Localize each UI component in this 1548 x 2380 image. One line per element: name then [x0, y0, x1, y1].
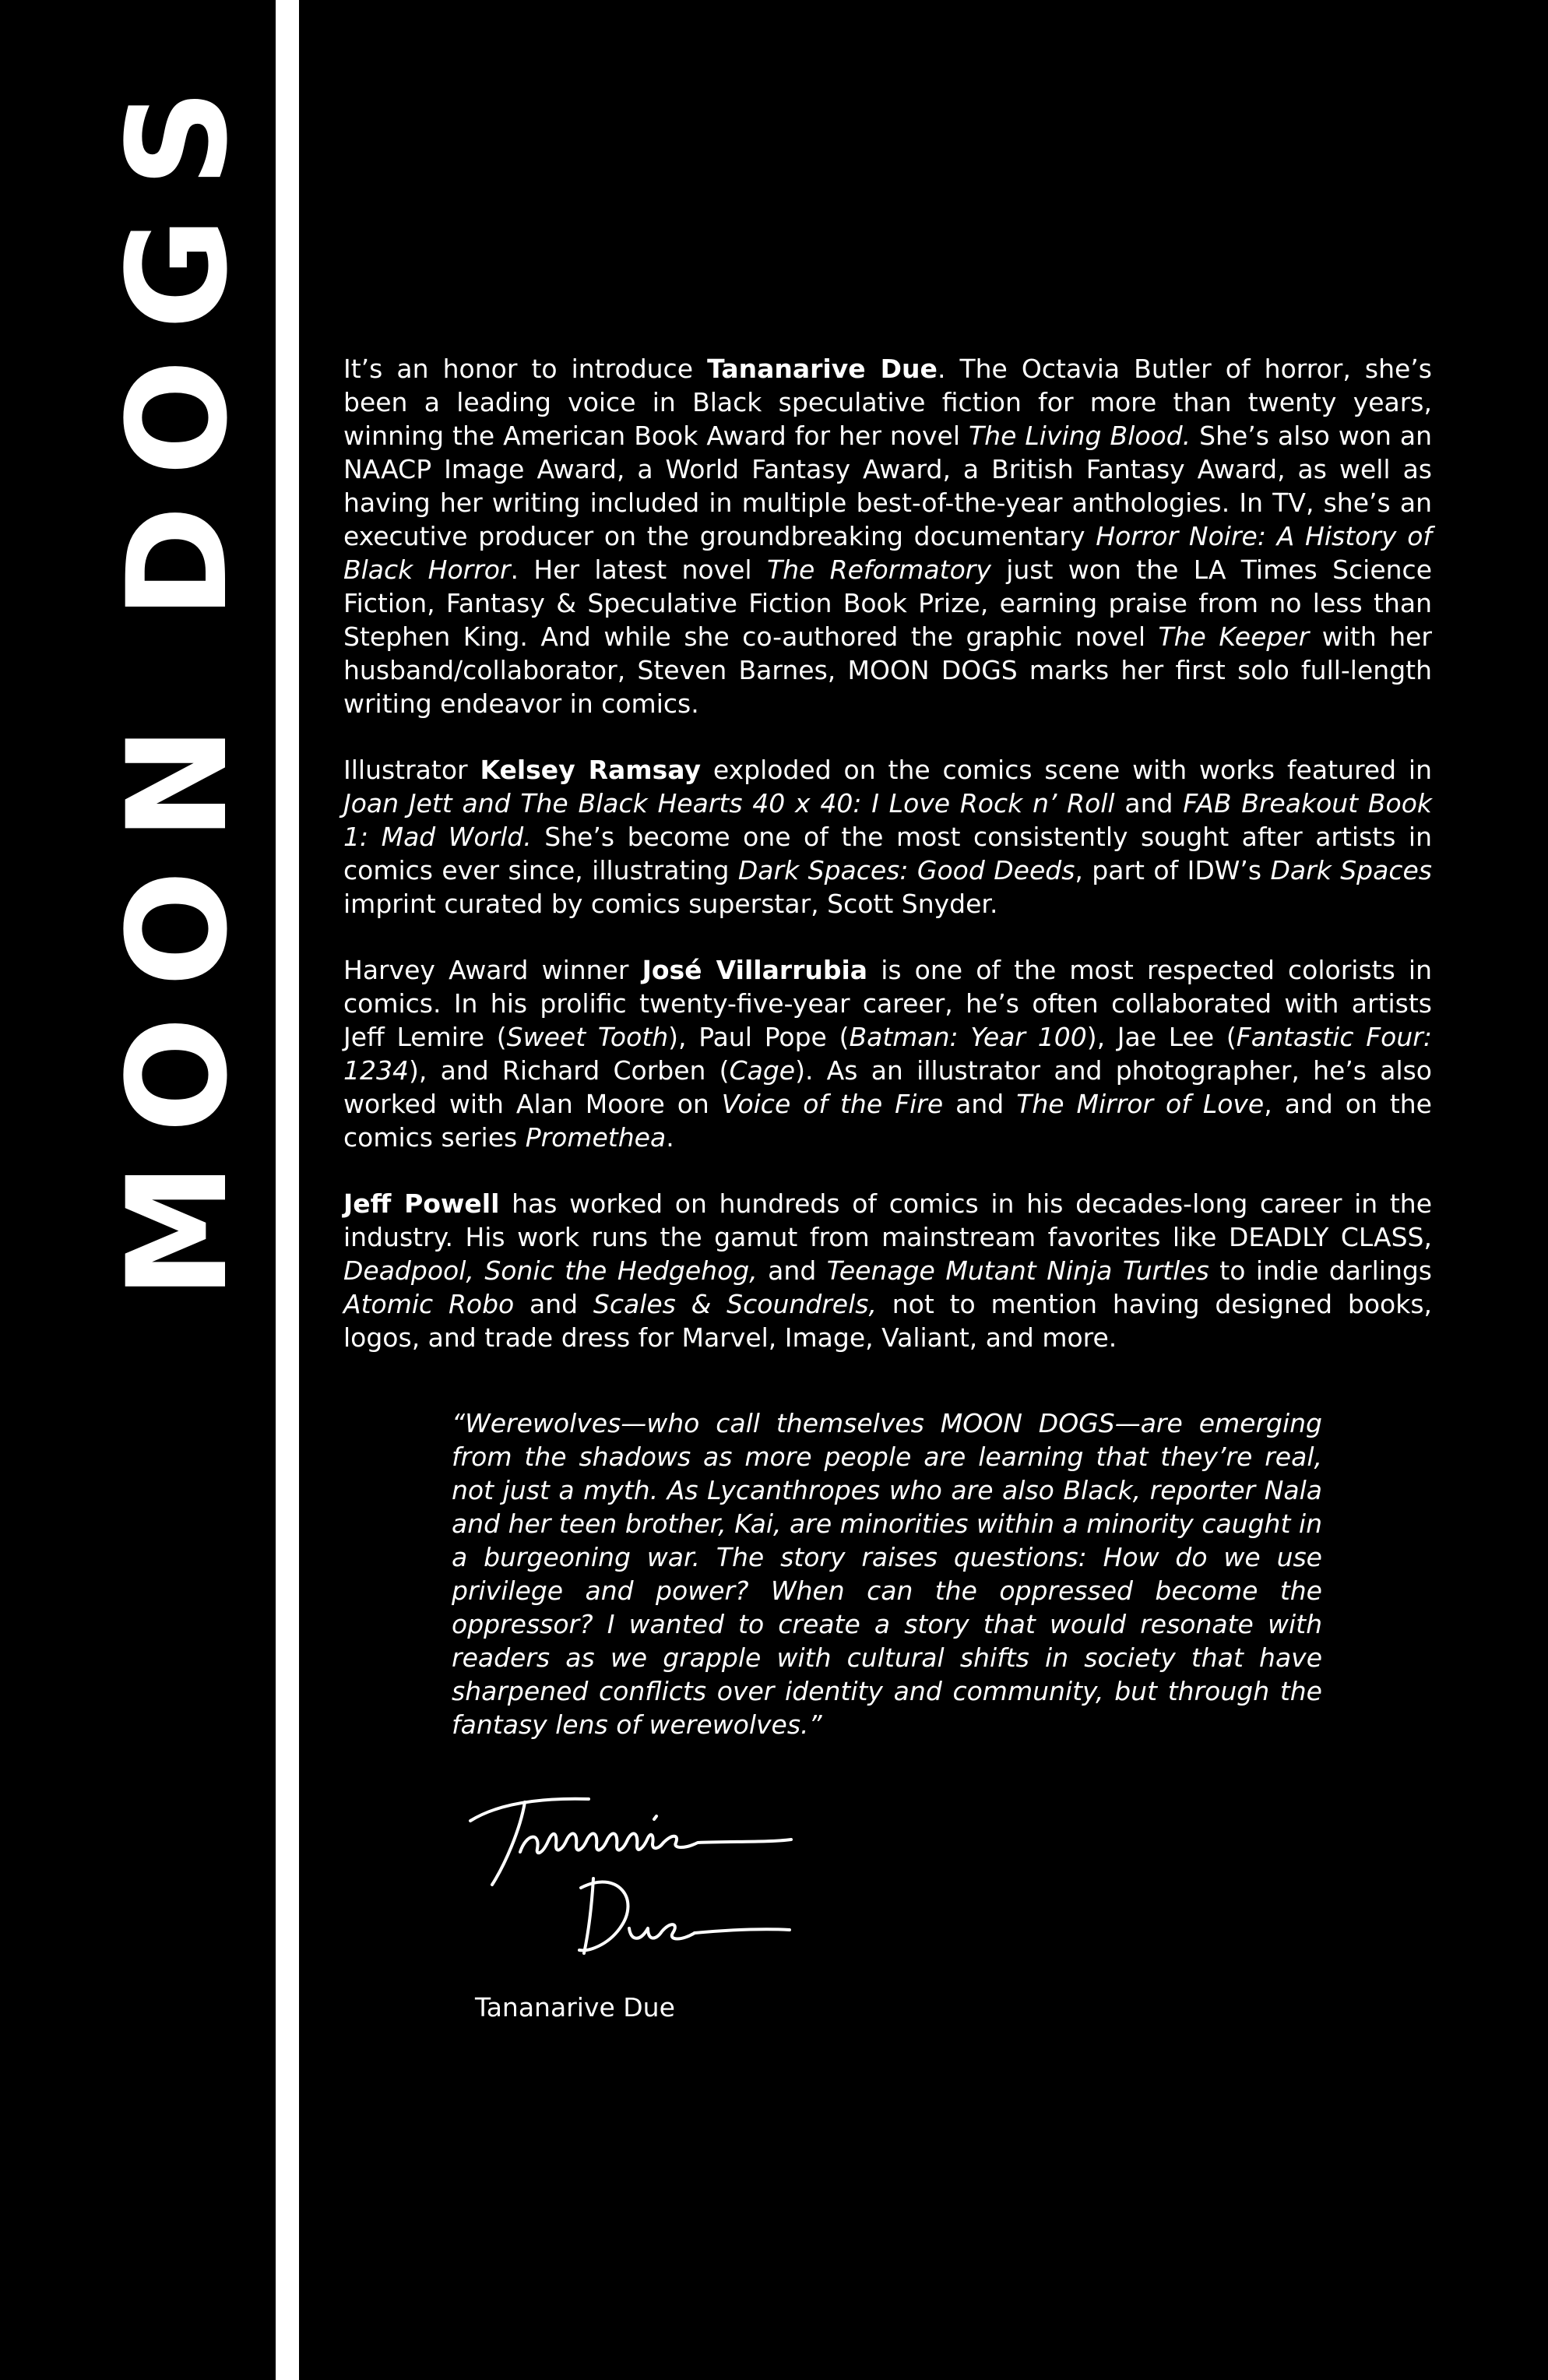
bio-tananarive-due: It’s an honor to introduce Tananarive Due. The Octavia Butler of horror, she’s been a leading voice in Black speculative fiction for more than twenty years, winning the American Book Award for her novel The Living Blood. She’s also won an NAACP Image Award, a World Fantasy Award, a British Fantasy Award, as well as having her writing included in multiple best-of-the-year anthologies. In TV, she’s an executive producer on the groundbreaking documentary Horror Noire: A History of Black Horror. Her latest novel The Reformatory just won the LA Times Science Fiction, Fantasy & Speculative Fiction Book Prize, earning praise from no less than Stephen King. And while she co-authored the graphic novel The Keeper with her husband/collaborator, Steven Barnes, MOON DOGS marks her first solo full-length writing endeavor in comics. — [343, 354, 1433, 719]
bio-jeff-powell: Jeff Powell has worked on hundreds of comics in his decades-long career in the industry. His work runs the gamut from mainstream favorites like DEADLY CLASS, Deadpool, Sonic the Hedgehog, and Teenage Mutant Ninja Turtles to indie darlings Atomic Robo and Scales & Scoundrels, not to mention having designed books, logos, and trade dress for Marvel, Image, Valiant, and more. — [343, 1188, 1432, 1353]
bio-jose-villarrubia: Harvey Award winner José Villarrubia is one of the most respected colorists in comics. In his prolific twenty-five-year career, he’s often collaborated with artists Jeff Lemire (Sweet Tooth), Paul Pope (Batman: Year 100), Jae Lee (Fantastic Four: 1234), and Richard Corben (Cage). As an illustrator and photographer, he’s also worked with Alan Moore on Voice of the Fire and The Mirror of Love, and on the comics series Promethea. — [343, 955, 1432, 1153]
bio-name: Tananarive Due — [707, 354, 938, 384]
book-title: The Living Blood. — [969, 421, 1191, 451]
book-title: The Reformatory — [766, 555, 991, 585]
bio-name: Kelsey Ramsay — [480, 755, 702, 785]
author-name: Tananarive Due — [475, 1992, 675, 2023]
book-title: Sweet Tooth — [506, 1022, 669, 1052]
book-title: The Keeper — [1158, 621, 1310, 652]
book-title: Horror Noire: A History of Black Horror — [343, 521, 1433, 585]
book-title: Cage — [729, 1055, 796, 1086]
book-title: Teenage Mutant Ninja Turtles — [826, 1255, 1209, 1286]
book-title: FAB Breakout Book 1: Mad World. — [343, 788, 1432, 852]
book-title: Atomic Robo — [343, 1289, 515, 1319]
bio-kelsey-ramsay: Illustrator Kelsey Ramsay exploded on the comics scene with works featured in Joan Jett and The Black Hearts 40 x 40: I Love Rock n’ Roll and FAB Breakout Book 1: Mad World. She’s become one of the most consistently sought after artists in comics ever since, illustrating Dark Spaces: Good Deeds, part of IDW’s Dark Spaces imprint curated by comics superstar, Scott Snyder. — [343, 755, 1432, 919]
author-quote: “Werewolves—who call themselves MOON DOGS—are emerging from the shadows as more people are learning that they’re real, not just a myth. As Lycanthropes who are also Black, reporter Nala and her teen brother, Kai, are minorities within a minority caught in a burgeoning war. The story raises questions: How do we use privilege and power? When can the oppressed become the oppressor? I wanted to create a story that would resonate with readers as we grapple with cultural shifts in society that have sharpened conflicts over identity and community, but through the fantasy lens of werewolves.” — [452, 1408, 1322, 1740]
book-title: The Mirror of Love — [1016, 1089, 1265, 1119]
book-title: Promethea — [525, 1122, 667, 1153]
book-title: Deadpool, Sonic the Hedgehog, — [343, 1255, 758, 1286]
book-title: Batman: Year 100 — [849, 1022, 1087, 1052]
book-title: Joan Jett and The Black Hearts 40 x 40: I Love Rock n’ Roll — [343, 788, 1115, 819]
bio-name: José Villarrubia — [642, 955, 868, 985]
bio-name: Jeff Powell — [343, 1188, 500, 1219]
book-title: Scales & Scoundrels, — [593, 1289, 877, 1319]
handwritten-signature — [464, 1768, 853, 1963]
book-title: Dark Spaces: Good Deeds — [737, 855, 1075, 885]
bios-section — [343, 352, 1432, 1387]
book-title: Voice of the Fire — [721, 1089, 944, 1119]
vertical-divider — [276, 0, 299, 2380]
spine-title: MOON DOGS — [97, 59, 258, 1299]
book-title: Fantastic Four: 1234 — [343, 1022, 1432, 1086]
book-title: Dark Spaces — [1270, 855, 1432, 885]
